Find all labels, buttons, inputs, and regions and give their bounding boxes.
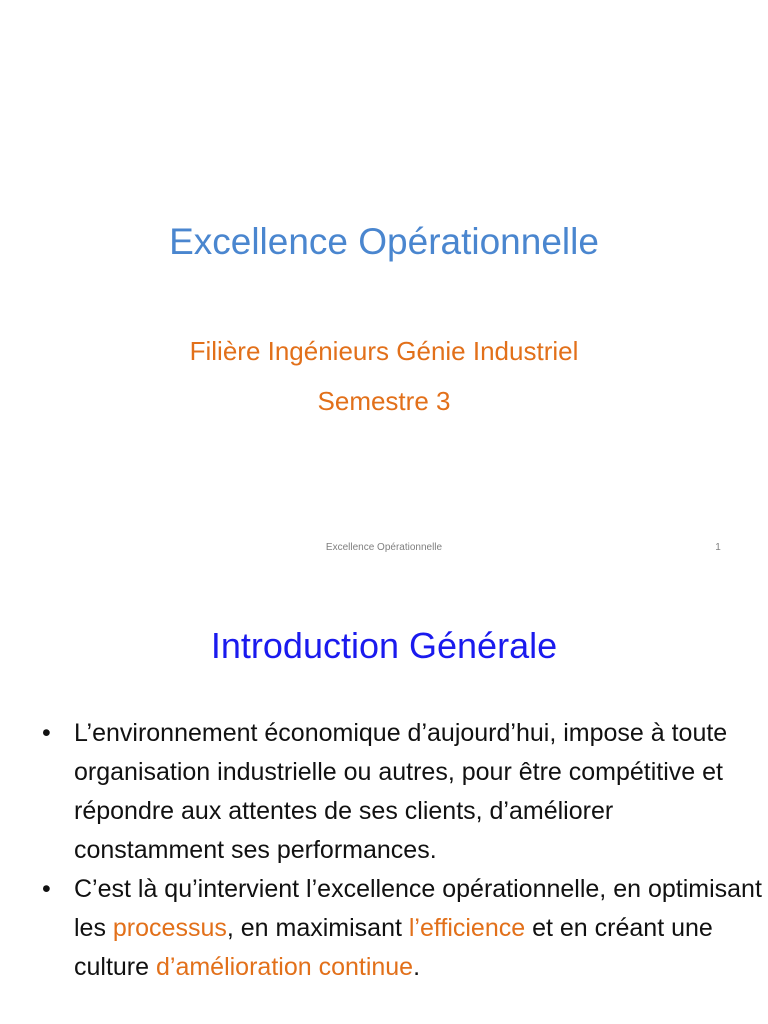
bullet-text-part: . bbox=[413, 953, 421, 981]
slide-title: Introduction Générale bbox=[210, 625, 558, 666]
bullet-text: L’environnement économique d’aujourd’hui, impose à toute organisation industrielle ou autres, pour être compétitive et répondre aux attentes de ses clients, d’améliorer constamment ses performances. bbox=[74, 719, 728, 864]
bullet-item bbox=[40, 870, 764, 987]
slide-subtitle-program: Filière Ingénieurs Génie Industriel bbox=[189, 336, 579, 366]
bullet-item bbox=[40, 714, 764, 870]
slide-2 bbox=[0, 576, 768, 1024]
bullet-icon: • bbox=[42, 719, 51, 747]
bullet-list bbox=[40, 714, 764, 987]
page-number: 1 bbox=[715, 542, 721, 553]
bullet-text-part: et en créant une culture bbox=[74, 914, 713, 981]
bullet-icon: • bbox=[42, 875, 51, 903]
slide-subtitle-semester: Semestre 3 bbox=[317, 386, 451, 416]
highlight-processus: processus bbox=[112, 914, 227, 942]
slide-title: Excellence Opérationnelle bbox=[169, 221, 599, 262]
bullet-text-part: C’est là qu’intervient l’excellence opérationnelle, en optimisant les bbox=[74, 875, 762, 942]
slide-footer: Excellence Opérationnelle bbox=[325, 542, 443, 553]
highlight-efficience: l’efficience bbox=[408, 914, 526, 942]
bullet-text bbox=[74, 875, 762, 981]
bullet-text-part: , en maximisant bbox=[226, 914, 409, 942]
highlight-amelioration-continue: d’amélioration continue bbox=[155, 953, 414, 981]
